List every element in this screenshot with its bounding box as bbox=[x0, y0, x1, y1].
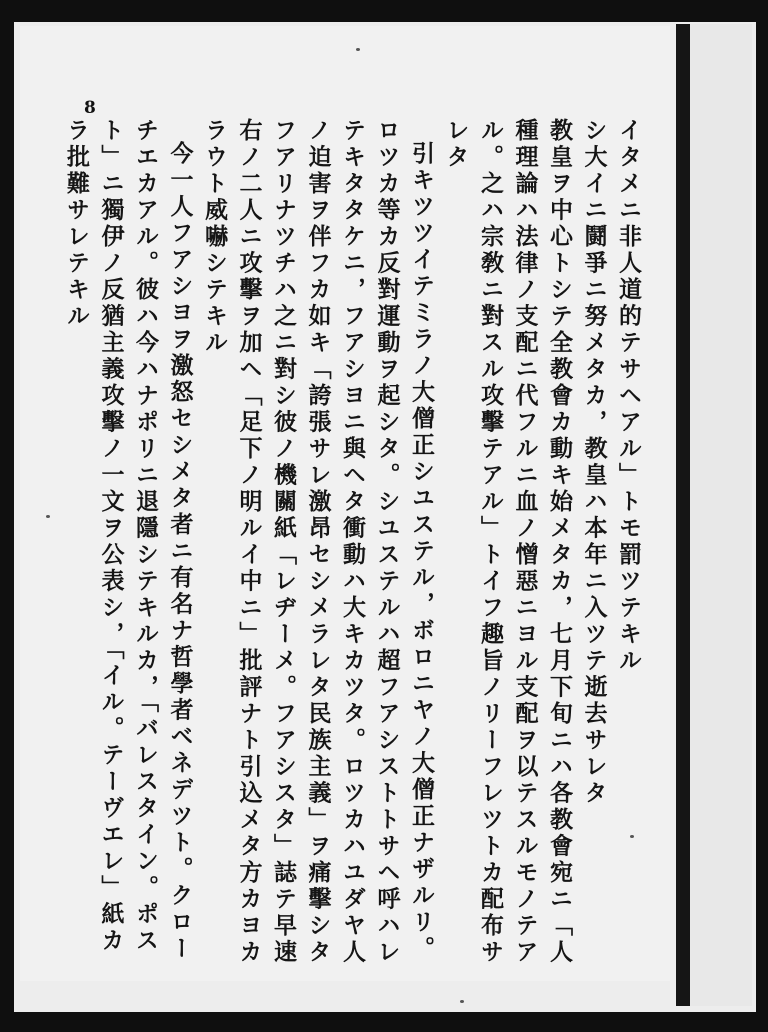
page-number: 8 bbox=[84, 98, 96, 118]
text-line: チエカアル。彼ハ今ハナポリニ退隱シテキルカ，「バレスタイン。ポス bbox=[132, 118, 158, 955]
text-line: ラウト威嚇シテキル bbox=[201, 118, 227, 357]
text-line: 教皇ヲ中心トシテ全教會カ動キ始メタカ，七月下旬ニハ各教會宛ニ「人 bbox=[546, 118, 572, 966]
text-line: 引キツツイテミラノ大僧正シユステル，ボロニヤノ大僧正ナザルリ。 bbox=[408, 141, 434, 963]
text-line: テキタタケニ，フアシヨニ與ヘタ衝動ハ大キカツタ。ロツカハユダヤ人 bbox=[339, 118, 365, 966]
text-line: 今一人フアシヨヲ激怒セシメタ者ニ有名ナ哲學者ベネデツト。クロー bbox=[166, 141, 193, 963]
text-line: ラ批難サレテキル bbox=[63, 118, 89, 330]
scan-speck bbox=[630, 835, 634, 838]
text-line: シ大イニ鬪爭ニ努メタカ，教皇ハ本年ニ入ツテ逝去サレタ bbox=[580, 118, 607, 807]
book-spine bbox=[676, 24, 690, 1006]
vertical-text-body bbox=[63, 118, 645, 966]
text-line: 右ノ二人ニ攻擊ヲ加ヘ「足下ノ明ルイ中ニ」批評ナト引込メタ方カヨカ bbox=[235, 118, 262, 966]
scan-speck bbox=[46, 515, 50, 518]
text-line: ノ迫害ヲ伴フカ如キ「誇張サレ激昂セシメラレタ民族主義」ヲ痛擊シタ bbox=[304, 118, 331, 966]
scan-speck bbox=[356, 48, 360, 51]
text-line: レタ bbox=[442, 118, 469, 171]
text-line: ロツカ等カ反對運動ヲ起シタ。シユステルハ超フアシストトサヘ呼ハレ bbox=[373, 118, 400, 966]
text-line: 種理論ハ法律ノ支配ニ代フルニ血ノ憎惡ニヨル支配ヲ以テスルモノテア bbox=[511, 118, 538, 966]
text-line: フアリナツチハ之ニ對シ彼ノ機關紙「レヂーメ。フアシスタ」誌テ早速 bbox=[270, 118, 296, 966]
scan-speck bbox=[460, 1000, 464, 1003]
text-line: ト」ニ獨伊ノ反猶主義攻擊ノ一文ヲ公表シ，「イル。テーヴエレ」紙カ bbox=[97, 118, 124, 955]
text-line: ル。之ハ宗敎ニ對スル攻擊テアル」トイフ趣旨ノリーフレツトカ配布サ bbox=[477, 118, 503, 966]
facing-page-edge bbox=[690, 24, 752, 1006]
text-line: イタメニ非人道的テサヘアル」トモ罰ツテキル bbox=[615, 118, 641, 675]
